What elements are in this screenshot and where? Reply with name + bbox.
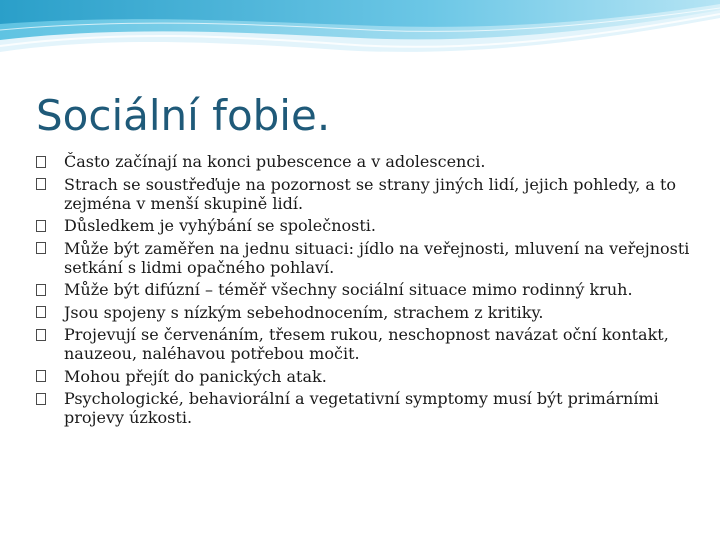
square-bullet-icon	[36, 239, 52, 258]
square-bullet-icon	[36, 152, 52, 171]
square-bullet-icon	[36, 367, 52, 386]
bullet-text: Může být zaměřen na jednu situaci: jídlo na veřejnosti, mluvení na veřejnosti setkání s lidmi opačného pohlaví.	[64, 238, 690, 277]
bullet-text: Často začínají na konci pubescence a v adolescenci.	[64, 152, 486, 171]
bullet-item	[36, 152, 706, 171]
square-bullet-icon	[36, 175, 52, 194]
bullet-item	[36, 367, 706, 386]
bullet-text: Může být difúzní – téměř všechny sociální situace mimo rodinný kruh.	[64, 280, 633, 299]
square-bullet-icon	[36, 303, 52, 322]
square-bullet-icon	[36, 280, 52, 299]
bullet-text: Jsou spojeny s nízkým sebehodnocením, strachem z kritiky.	[64, 302, 544, 322]
square-bullet-icon	[36, 389, 52, 408]
slide-title: Sociální fobie.	[36, 91, 331, 140]
bullet-item	[36, 175, 706, 213]
bullet-text: Mohou přejít do panických atak.	[64, 366, 327, 386]
bullet-text: Strach se soustřeďuje na pozornost se strany jiných lidí, jejich pohledy, a to zejména v menší skupině lidí.	[64, 174, 677, 213]
square-bullet-icon	[36, 216, 52, 235]
square-bullet-icon	[36, 325, 52, 344]
header-wave-decoration	[0, 0, 720, 75]
bullet-text: Projevují se červenáním, třesem rukou, neschopnost navázat oční kontakt, nauzeou, naléhavou potřebou močit.	[64, 325, 669, 363]
bullet-item	[36, 325, 706, 363]
bullet-text: Psychologické, behaviorální a vegetativní symptomy musí být primárními projevy úzkosti.	[64, 389, 659, 427]
bullet-text: Důsledkem je vyhýbání se společnosti.	[64, 216, 376, 235]
bullet-item	[36, 216, 706, 235]
bullet-item	[36, 280, 706, 299]
bullet-list	[36, 152, 706, 431]
bullet-item	[36, 303, 706, 322]
bullet-item	[36, 239, 706, 277]
bullet-item	[36, 389, 706, 427]
